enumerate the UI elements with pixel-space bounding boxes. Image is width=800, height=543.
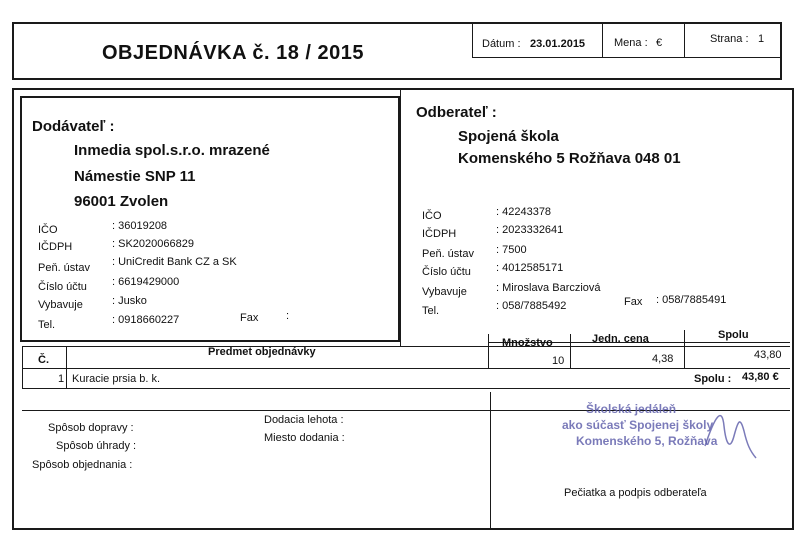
supplier-name-line3: 96001 Zvolen xyxy=(74,193,169,210)
customer-fax-label: Fax xyxy=(624,296,643,308)
table-col-no-right xyxy=(66,346,67,388)
col-header-subject: Predmet objednávky xyxy=(208,346,316,358)
supplier-phone-label: Tel. xyxy=(38,319,56,331)
customer-ico-label: IČO xyxy=(422,210,442,222)
table-row-total: 43,80 xyxy=(754,349,782,361)
supplier-contact-label: Vybavuje xyxy=(38,299,83,311)
customer-heading: Odberateľ : xyxy=(416,104,497,121)
table-header-bottom xyxy=(22,368,790,369)
customer-ico-value: : 42243378 xyxy=(496,206,552,218)
table-row-item: Kuracie prsia b. k. xyxy=(72,373,161,385)
table-row-unit: 4,38 xyxy=(652,353,674,365)
customer-bank-label: Peň. ústav xyxy=(422,248,474,260)
col-header-qty: Množstvo xyxy=(502,337,553,349)
transport-label: Spôsob dopravy : xyxy=(48,422,134,434)
customer-contact-label: Vybavuje xyxy=(422,286,467,298)
supplier-contact-value: : Jusko xyxy=(112,295,147,307)
customer-phone-label: Tel. xyxy=(422,305,440,317)
table-top-line xyxy=(22,346,790,347)
supplier-account-value: : 6619429000 xyxy=(112,276,180,288)
sum-label: Spolu : xyxy=(694,373,732,385)
customer-account-label: Číslo účtu xyxy=(422,266,471,278)
header-underline xyxy=(472,57,782,58)
supplier-icdph-label: IČDPH xyxy=(38,241,73,253)
supplier-icdph-value: : SK2020066829 xyxy=(112,238,194,250)
delivery-place-label: Miesto dodania : xyxy=(264,432,345,444)
stamp-line2: ako súčasť Spojenej školy xyxy=(562,418,714,432)
party-divider xyxy=(400,88,401,346)
table-row-bottom xyxy=(22,388,790,389)
customer-name-line2: Komenského 5 Rožňava 048 01 xyxy=(458,150,681,167)
supplier-account-label: Číslo účtu xyxy=(38,281,87,293)
table-col-total-left xyxy=(684,330,685,368)
stamp-line3: Komenského 5, Rožňava xyxy=(576,434,718,448)
table-row-qty: 10 xyxy=(552,355,565,367)
supplier-name-line2: Námestie SNP 11 xyxy=(74,168,196,185)
supplier-phone-value: : 0918660227 xyxy=(112,314,180,326)
payment-label: Spôsob úhrady : xyxy=(56,440,137,452)
signature-label: Pečiatka a podpis odberateľa xyxy=(564,487,707,499)
page-value: 1 xyxy=(758,33,765,45)
table-col-no-left xyxy=(22,346,23,388)
delivery-term-label: Dodacia lehota : xyxy=(264,414,344,426)
supplier-bank-value: : UniCredit Bank CZ a SK xyxy=(112,256,237,268)
customer-name-line1: Spojená škola xyxy=(458,128,559,145)
signature-mark xyxy=(700,396,760,466)
customer-fax-value: : 058/7885491 xyxy=(656,294,727,306)
sum-value: 43,80 € xyxy=(742,371,779,383)
supplier-heading: Dodávateľ : xyxy=(32,118,115,135)
customer-phone-value: : 058/7885492 xyxy=(496,300,567,312)
col-header-no: Č. xyxy=(38,354,49,366)
date-label: Dátum : xyxy=(482,38,521,50)
col-header-total: Spolu xyxy=(718,329,749,341)
currency-label: Mena : xyxy=(614,37,648,49)
col-header-unit: Jedn. cena xyxy=(592,333,649,345)
document-title: OBJEDNÁVKA č. 18 / 2015 xyxy=(102,42,364,64)
order-method-label: Spôsob objednania : xyxy=(32,459,133,471)
supplier-fax-value: : xyxy=(286,310,290,322)
header-divider-3 xyxy=(684,22,685,58)
table-col-qty-left xyxy=(488,334,489,368)
customer-icdph-value: : 2023332641 xyxy=(496,224,564,236)
supplier-ico-label: IČO xyxy=(38,224,58,236)
supplier-name-line1: Inmedia spol.s.r.o. mrazené xyxy=(74,142,270,159)
footer-divider xyxy=(490,392,491,528)
table-row-no: 1 xyxy=(58,373,65,385)
customer-icdph-label: IČDPH xyxy=(422,228,457,240)
supplier-ico-value: : 36019208 xyxy=(112,220,168,232)
header-divider-1 xyxy=(472,22,473,58)
currency-value: € xyxy=(656,37,663,49)
customer-account-value: : 4012585171 xyxy=(496,262,564,274)
supplier-bank-label: Peň. ústav xyxy=(38,262,90,274)
stamp-line1: Školská jedáleň xyxy=(586,402,677,416)
date-value: 23.01.2015 xyxy=(530,38,586,50)
customer-bank-value: : 7500 xyxy=(496,244,527,256)
supplier-fax-label: Fax xyxy=(240,312,259,324)
header-divider-2 xyxy=(602,22,603,58)
page-label: Strana : xyxy=(710,33,749,45)
table-col-unit-left xyxy=(570,334,571,368)
customer-contact-value: : Miroslava Barcziová xyxy=(496,282,601,294)
